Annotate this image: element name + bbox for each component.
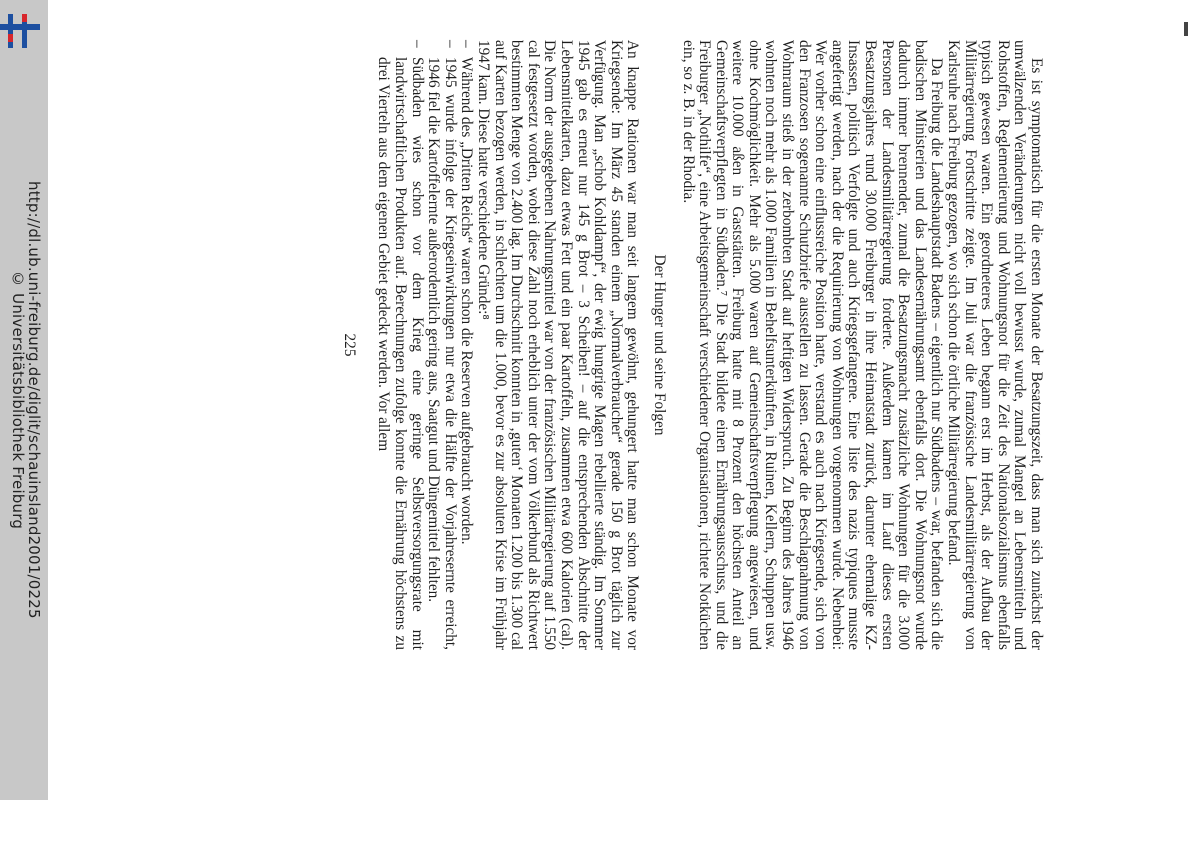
page-number: 225 bbox=[340, 333, 358, 357]
page-edge-mark bbox=[1184, 22, 1188, 36]
paragraph-2: Da Freiburg die Landeshauptstadt Badens – eigentlich nur Südbadens – war, befanden sich die badischen Ministerien und das Landesernährungsamt ebenfalls dort. Die Wohnungsnot wurde dadurch immer brennender, zumal die Besatzungsmacht zusätzliche Wohnungen für die 3.000 Personen der Landesmilitärregierung forderte. Außerdem kamen im Lauf dieses ersten Besatzungsjahres rund 30.000 Freiburger in ihre Heimatstadt zurück, darunter ehemalige KZ-Insassen, politisch Verfolgte und auch Kriegsgefangene. Eine liste des nazis typiques musste angefertigt werden, nach der die Requirierung von Wohnungen vorgenommen wurde. Nebenbei: Wer vorher schon eine einflussreiche Position hatte, verstand es auch nach Kriegsende, sich von den Franzosen sogenannte Schutzbriefe ausstellen zu lassen. Gerade die Beschlagnahmung von Wohnraum stieß in der zerbombten Stadt auf heftigen Widerspruch. Zu Beginn des Jahres 1946 wohnten noch mehr als 1.000 Familien in Behelfsunterkünften, in Ruinen, Kellern, Schuppen usw. ohne Kochmöglichkeit. Mehr als 5.000 waren auf Gemeinschaftsverpflegung angewiesen, und weitere 10.000 aßen in Gaststätten. Freiburg hatte mit 8 Prozent den höchsten Anteil an Gemeinschaftsverpflegten in Südbaden.⁷ Die Stadt bildete einen Ernährungsausschuss, und die Freiburger „Nothilfe“, eine Arbeitsgemeinschaft verschiedener Organisationen, richtete Notküchen ein, so z. B. in der Rhodia. bbox=[679, 40, 946, 650]
page-text-block bbox=[204, 40, 1044, 650]
copyright-text: © Universitätsbibliothek Freiburg bbox=[9, 270, 27, 530]
copyright-notice bbox=[0, 0, 36, 800]
list-item: – Südbaden wies schon vor dem Krieg eine geringe Selbstversorgungsrate mit landwirtschaftlichen Produkten auf. Berechnungen zufolge konnte die Ernährung höchstens zu drei Vierteln aus dem eigenen Gebiet gedeckt werden. Vor allem bbox=[375, 40, 425, 650]
section-heading: Der Hunger und seine Folgen bbox=[650, 254, 668, 436]
list-item: – 1945 wurde infolge der Kriegseinwirkungen nur etwa die Hälfte der Vorjahresernte erreicht, 1946 fiel die Kartoffelernte außerordentlich gering aus, Saatgut und Düngemittel fehlten. bbox=[425, 40, 458, 650]
paragraph-1: Es ist symptomatisch für die ersten Monate der Besatzungszeit, dass man sich zunächst der umwälzenden Veränderungen nicht voll bewusst wurde, zumal Mangel an Lebensmitteln und Rohstoffen, Reglementierung und Wohnungsnot für die Zeit des Nationalsozialismus ebenfalls typisch gewesen waren. Ein geordneteres Leben begann erst im Herbst, als der Aufbau der Militärregierung Fortschritte zeigte. Im Juli war die französische Landesmilitärregierung von Karlsruhe nach Freiburg gezogen, wo sich schon die örtliche Militärregierung befand. bbox=[945, 40, 1045, 650]
source-url-text[interactable]: http://dl.ub.uni-freiburg.de/diglit/schauinsland2001/0225 bbox=[25, 181, 43, 619]
list-item: – Während des „Dritten Reichs“ waren schon die Reserven aufgebraucht worden. bbox=[458, 40, 475, 650]
reasons-list bbox=[375, 40, 475, 650]
paragraph-3: An knappe Rationen war man seit langem gewöhnt, gehungert hatte man schon Monate vor Kriegsende: Im März 45 standen einem „Normalverbraucher“ gerade 150 g Brot täglich zur Verfügung. Man „schob Kohldampf“, der ewig hungrige Magen rebellierte ständig. Im Sommer 1945 gab es erneut nur 145 g Brot – 3 Scheiben! – auf die entsprechenden Abschnitte der Lebensmittelkarten, dazu etwas Fett und ein paar Kartoffeln, zusammen etwa 600 Kalorien (cal). Die Norm der ausgegebenen Nahrungsmittel war von der französischen Militärregierung auf 1.550 cal festgesetzt worden, wobei diese Zahl noch erheblich unter der vom Völkerbund als Richtwert bestimmten Menge von 2.400 lag. Im Durchschnitt konnten in ‚guten‘ Monaten 1.200 bis 1.300 cal auf Karten bezogen werden, in schlechten um die 1.000, bevor es zur absoluten Krise im Frühjahr 1947 kam. Diese hatte verschiedene Gründe:⁸ bbox=[475, 40, 642, 650]
scanned-page bbox=[284, 40, 1044, 850]
